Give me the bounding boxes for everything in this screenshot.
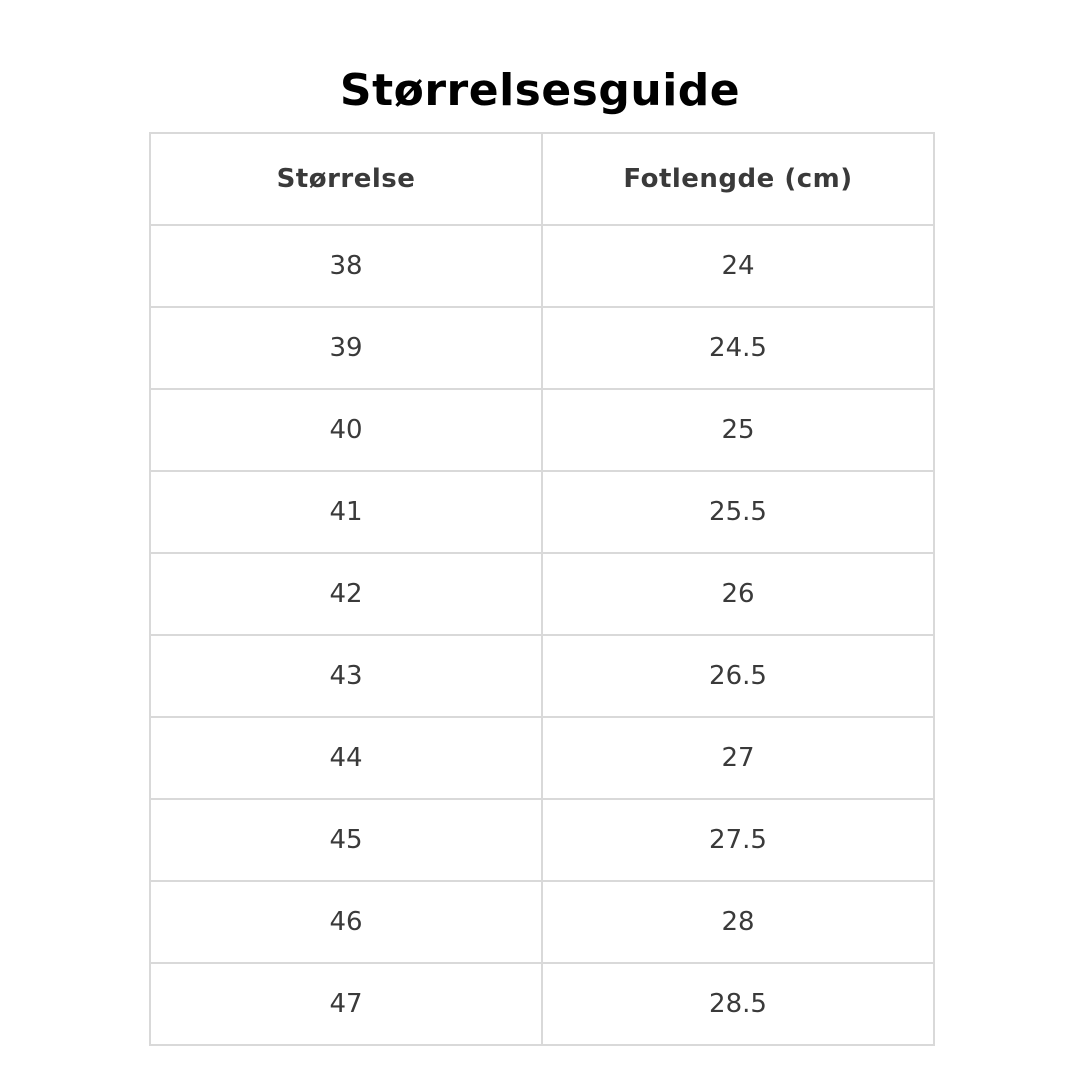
foot-length-cell: 27.5: [542, 799, 934, 881]
table-row: [150, 471, 934, 553]
size-cell: 44: [150, 717, 542, 799]
table-row: [150, 389, 934, 471]
table-row: [150, 717, 934, 799]
column-header-foot-length: Fotlengde (cm): [542, 133, 934, 225]
foot-length-cell: 26.5: [542, 635, 934, 717]
foot-length-cell: 28: [542, 881, 934, 963]
foot-length-cell: 25: [542, 389, 934, 471]
table-row: [150, 799, 934, 881]
foot-length-cell: 24.5: [542, 307, 934, 389]
table-row: [150, 553, 934, 635]
foot-length-cell: 27: [542, 717, 934, 799]
table-row: [150, 225, 934, 307]
table-row: [150, 307, 934, 389]
size-cell: 42: [150, 553, 542, 635]
foot-length-cell: 26: [542, 553, 934, 635]
table-header-row: [150, 133, 934, 225]
table-row: [150, 635, 934, 717]
page-title: Størrelsesguide: [339, 65, 741, 117]
column-header-size: Størrelse: [150, 133, 542, 225]
foot-length-cell: 28.5: [542, 963, 934, 1045]
foot-length-cell: 25.5: [542, 471, 934, 553]
size-cell: 40: [150, 389, 542, 471]
size-cell: 47: [150, 963, 542, 1045]
foot-length-cell: 24: [542, 225, 934, 307]
size-cell: 46: [150, 881, 542, 963]
size-cell: 45: [150, 799, 542, 881]
size-cell: 41: [150, 471, 542, 553]
table-row: [150, 881, 934, 963]
table-row: [150, 963, 934, 1045]
size-cell: 39: [150, 307, 542, 389]
size-cell: 43: [150, 635, 542, 717]
size-cell: 38: [150, 225, 542, 307]
size-table: [149, 132, 935, 1046]
